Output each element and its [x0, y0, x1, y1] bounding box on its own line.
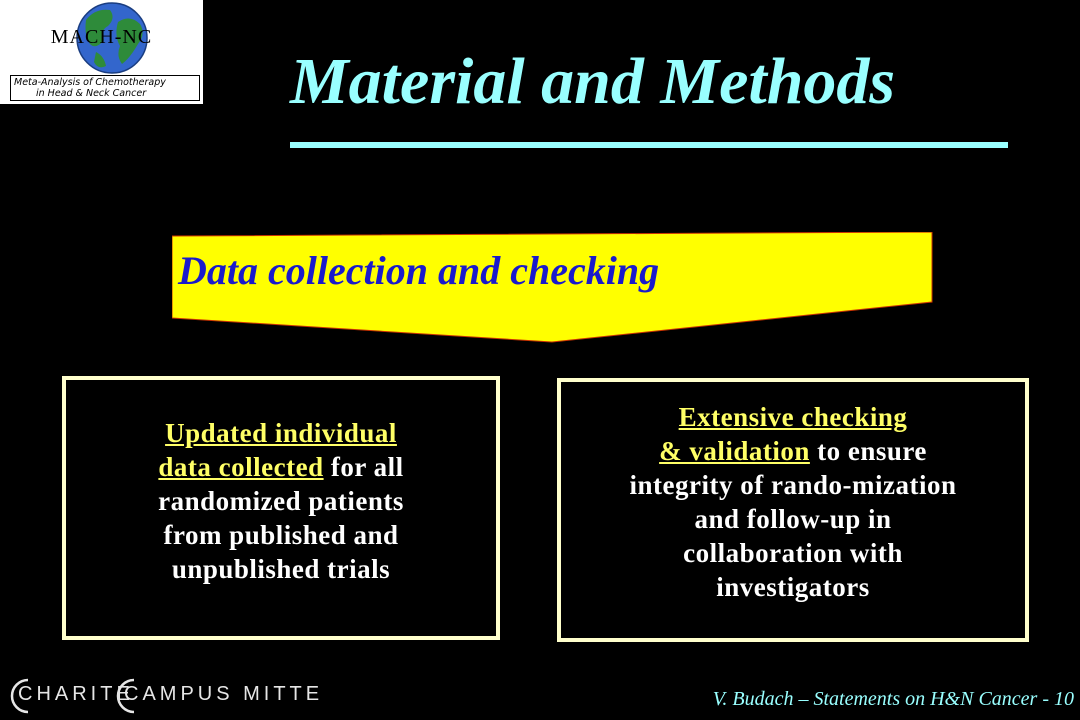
left-line-3: randomized patients — [158, 486, 404, 516]
right-line-3: integrity of rando-mization — [629, 470, 957, 500]
logo-wordmark: MACH-NC — [50, 26, 153, 48]
institution-name-2: CAMPUS MITTE — [124, 683, 324, 705]
logo-subtitle-line2: in Head & Neck Cancer — [36, 88, 147, 99]
title-underline — [290, 142, 1008, 148]
left-line-5: unpublished trials — [171, 554, 391, 584]
left-text-box — [62, 376, 500, 640]
logo-subtitle — [10, 75, 200, 101]
logo-subtitle-line1: Meta-Analysis of Chemotherapy — [14, 77, 166, 88]
left-highlight-2: data collected — [158, 452, 324, 482]
left-highlight-1: Updated individual — [165, 418, 397, 448]
left-line-4: from published and — [163, 520, 399, 550]
charite-logo — [0, 676, 324, 716]
banner-label: Data collection and checking — [178, 248, 660, 293]
institution-name-1: CHARITÉ — [18, 683, 134, 705]
right-highlight-2: & validation — [659, 436, 810, 466]
right-line2-rest: to ensure — [809, 436, 927, 466]
footer-credit: V. Budach – Statements on H&N Cancer - 10 — [712, 688, 1074, 710]
slide-title: Material and Methods — [290, 45, 896, 118]
right-line-5: collaboration with — [683, 538, 903, 568]
right-line-6: investigators — [716, 572, 870, 602]
left-line2-rest: for all — [323, 452, 404, 482]
mach-nc-logo — [0, 0, 203, 104]
section-banner — [172, 232, 934, 344]
right-line-4: and follow-up in — [694, 504, 892, 534]
right-text-box — [557, 378, 1029, 642]
right-highlight-1: Extensive checking — [678, 402, 908, 432]
